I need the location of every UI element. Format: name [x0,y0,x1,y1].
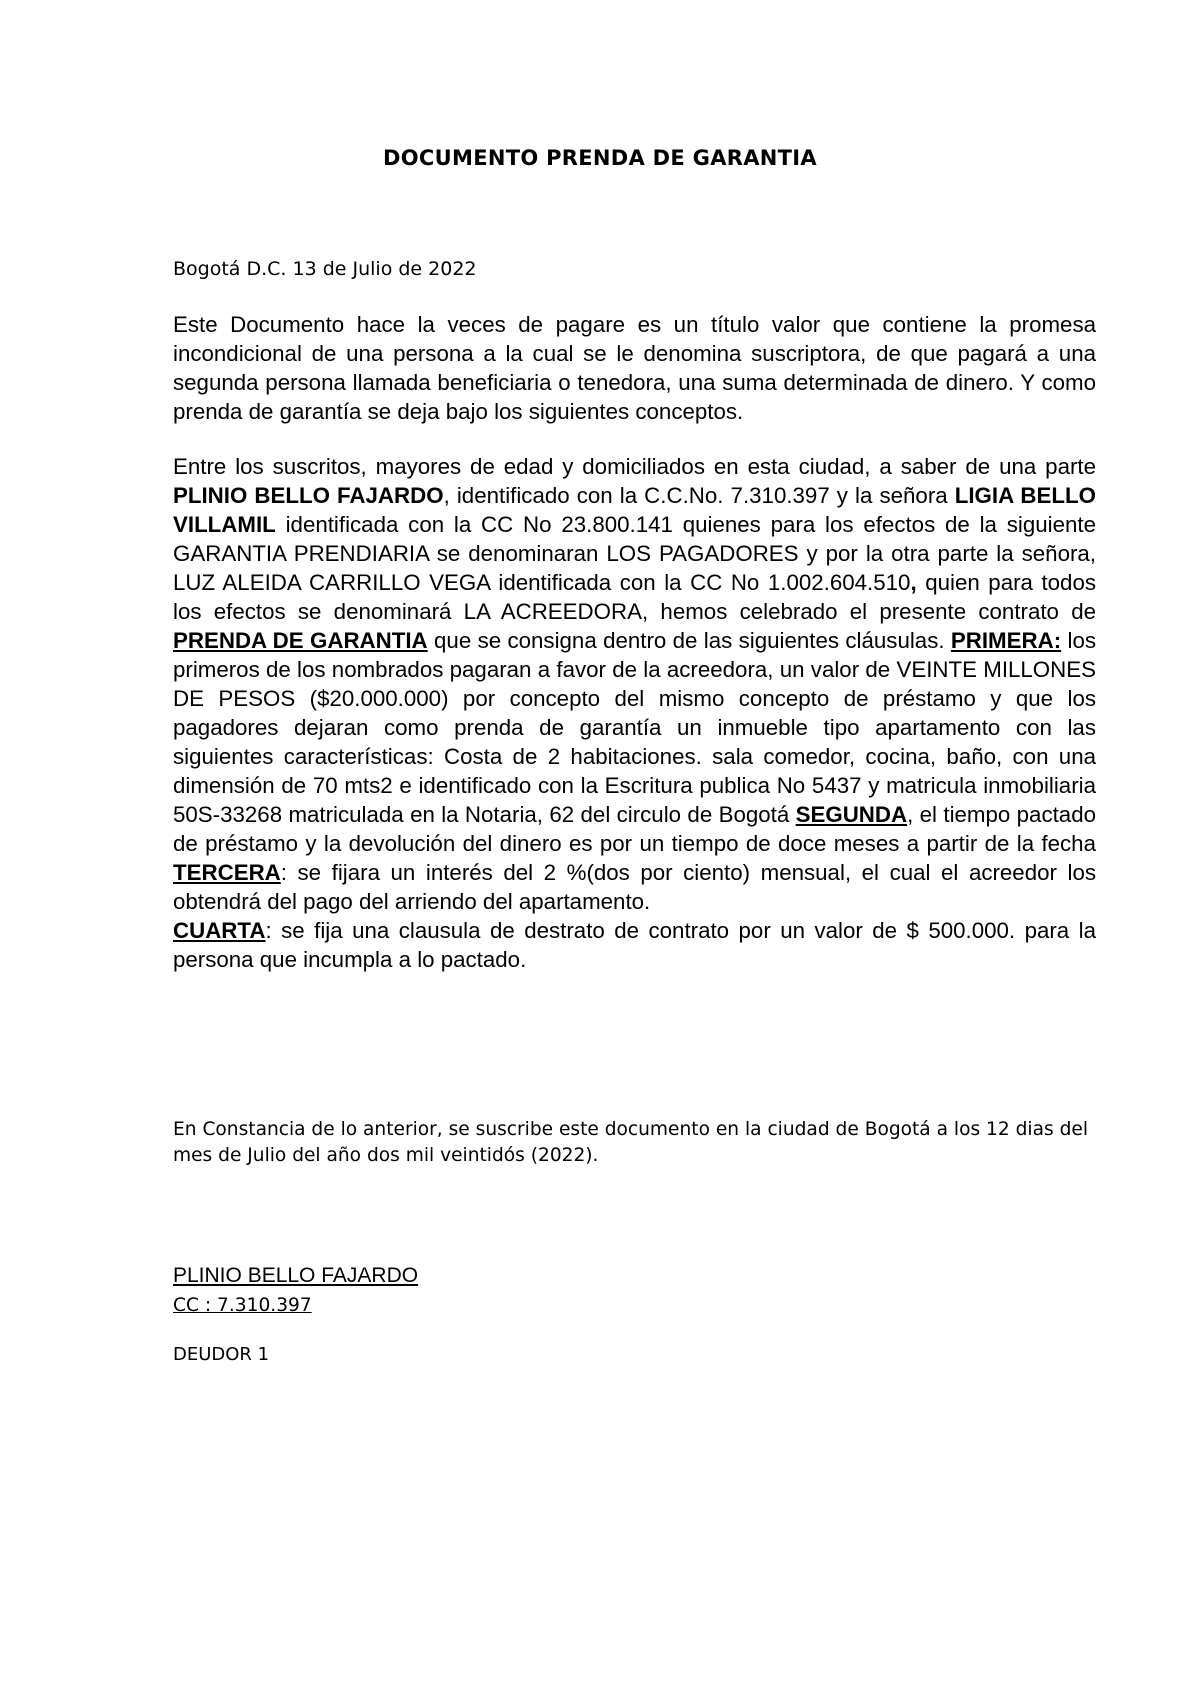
contract-text-7: , el tiempo pactado de préstamo y la devolución del dinero es por un tiempo de doce meses a partir de la fecha [173,802,1096,856]
contract-text-1: Entre los suscritos, mayores de edad y domiciliados en esta ciudad, a saber de una parte [173,454,1096,479]
clause-cuarta: CUARTA [173,918,266,943]
signature-role: DEUDOR 1 [173,1344,270,1365]
contract-paragraph [173,452,1096,974]
clause-segunda: SEGUNDA [795,802,908,827]
closing-paragraph: En Constancia de lo anterior, se suscribe este documento en la ciudad de Bogotá a los 12 dias del mes de Julio del año dos mil veintidós (2022). [173,1119,1088,1166]
signature-name: PLINIO BELLO FAJARDO [173,1264,419,1287]
contract-text-2: , identificado con la C.C.No. 7.310.397 y la señora [443,483,955,508]
intro-paragraph: Este Documento hace la veces de pagare es un título valor que contiene la promesa incondicional de una persona a la cual se le denomina suscriptora, de que pagará a una segunda persona llamada beneficiaria o tenedora, una suma determinada de dinero. Y como prenda de garantía se deja bajo los siguientes conceptos. [173,312,1096,424]
clause-tercera: TERCERA [173,860,281,885]
contract-text-3: identificada con la CC No 23.800.141 quienes para los efectos de la siguiente GARANTIA PRENDIARIA se denominaran LOS PAGADORES y por la otra parte la señora, LUZ ALEIDA CARRILLO VEGA identificada con la CC No 1.002.604.510 [173,512,1096,595]
debtor-name-2: LIGIA BELLO VILLAMIL [173,483,1096,537]
prenda-heading: PRENDA DE GARANTIA [173,628,428,653]
contract-text-9: : se fija una clausula de destrato de contrato por un valor de $ 500.000. para la persona que incumpla a lo pactado. [173,918,1096,972]
contract-text-6: los primeros de los nombrados pagaran a favor de la acreedora, un valor de VEINTE MILLONES DE PESOS ($20.000.000) por concepto del mismo concepto de préstamo y que los pagadores dejaran como prenda de garantía un inmueble tipo apartamento con las siguientes características: Costa de 2 habitaciones. sala comedor, cocina, baño, con una dimensión de 70 mts2 e identificado con la Escritura publica No 5437 y matricula inmobiliaria 50S-33268 matriculada en la Notaria, 62 del circulo de Bogotá [173,628,1096,827]
debtor-name-1: PLINIO BELLO FAJARDO [173,483,444,508]
signature-cc: CC : 7.310.397 [173,1295,312,1316]
bold-comma: , [910,570,917,595]
contract-text-4: quien para todos los efectos se denominará LA ACREEDORA, hemos celebrado el presente contrato de [173,570,1097,624]
clause-primera: PRIMERA: [950,628,1062,653]
contract-text-8: : se fijara un interés del 2 %(dos por ciento) mensual, el cual el acreedor los obtendrá del pago del arriendo del apartamento. [173,860,1096,914]
document-title: DOCUMENTO PRENDA DE GARANTIA [383,146,817,170]
contract-text-5: que se consigna dentro de las siguientes cláusulas. [427,628,951,653]
date-line: Bogotá D.C. 13 de Julio de 2022 [173,258,477,280]
